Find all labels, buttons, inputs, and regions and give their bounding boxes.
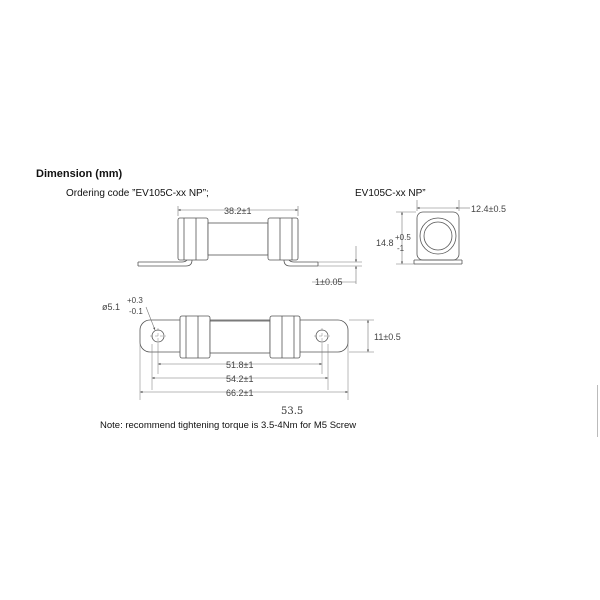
end-view bbox=[414, 212, 462, 264]
end-view-title: EV105C-xx NP” bbox=[355, 188, 426, 199]
dim-11-text: 11±0.5 bbox=[374, 332, 401, 342]
dim-51-8-text: 51.8±1 bbox=[226, 360, 254, 370]
dim-11 bbox=[349, 320, 374, 352]
dim-12-4 bbox=[417, 200, 470, 211]
torque-note: Note: recommend tightening torque is 3.5-4Nm for M5 Screw bbox=[100, 420, 357, 431]
ordering-code-label: Ordering code ”EV105C-xx NP”; bbox=[66, 188, 209, 199]
dim-54-2-text: 54.2±1 bbox=[226, 374, 254, 384]
dim-38-2-text: 38.2±1 bbox=[224, 206, 252, 216]
dim-14-8-text: 14.8 bbox=[376, 238, 394, 248]
dim-66-2-text: 66.2±1 bbox=[226, 388, 254, 398]
side-view bbox=[138, 218, 318, 266]
hole-dia-plus: +0.3 bbox=[127, 296, 143, 305]
hole-dia-text: ø5.1 bbox=[102, 302, 121, 312]
dim-tab-thickness-text: 1±0.05 bbox=[315, 277, 343, 287]
dim-14-8-plus: +0.5 bbox=[395, 233, 411, 242]
top-view bbox=[140, 316, 348, 358]
callout-53-5: 53.5 bbox=[281, 406, 304, 417]
dim-12-4-text: 12.4±0.5 bbox=[471, 204, 506, 214]
hole-dia-minus: -0.1 bbox=[129, 307, 143, 316]
dimension-heading: Dimension (mm) bbox=[36, 168, 123, 180]
dim-14-8-minus: -1 bbox=[397, 244, 405, 253]
